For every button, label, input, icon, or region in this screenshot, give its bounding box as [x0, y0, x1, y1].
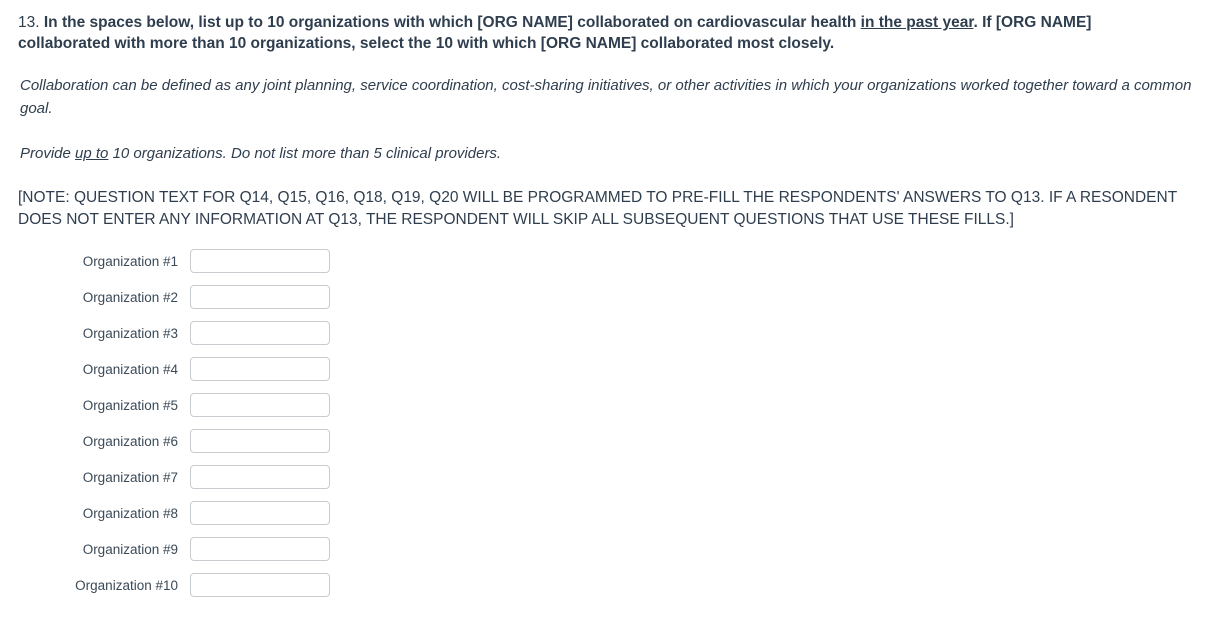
question-text-part-1: In the spaces below, list up to 10 organizations with which [ORG NAME] collaborated on cardiovascular health — [43, 14, 861, 31]
field-row — [50, 279, 1194, 315]
organization-5-input[interactable] — [190, 393, 330, 417]
organization-2-label: Organization #2 — [82, 289, 178, 305]
field-row — [50, 459, 1194, 495]
organization-6-input[interactable] — [190, 429, 330, 453]
organization-2-input[interactable] — [190, 285, 330, 309]
field-row — [50, 531, 1194, 567]
organization-3-label: Organization #3 — [82, 325, 178, 341]
field-row — [50, 387, 1194, 423]
organization-6-label: Organization #6 — [82, 433, 178, 449]
question-text-underlined: in the past year — [860, 14, 974, 31]
organization-5-label: Organization #5 — [82, 397, 178, 413]
organization-8-input[interactable] — [190, 501, 330, 525]
collaboration-definition: Collaboration can be defined as any joint planning, service coordination, cost-sharing initiatives, or other activities in which your organizations worked together toward a common goal. — [20, 77, 1192, 117]
organization-4-input[interactable] — [190, 357, 330, 381]
instruction-after: 10 organizations. Do not list more than 5 clinical providers. — [108, 145, 502, 162]
field-row — [50, 495, 1194, 531]
field-row — [50, 567, 1194, 603]
question-statement — [18, 12, 1143, 54]
organization-1-input[interactable] — [190, 249, 330, 273]
question-number: 13. — [18, 14, 40, 31]
organization-4-label: Organization #4 — [82, 361, 178, 377]
organization-fields — [50, 243, 1194, 603]
field-row — [50, 315, 1194, 351]
organization-10-label: Organization #10 — [75, 577, 178, 593]
organization-7-input[interactable] — [190, 465, 330, 489]
organization-1-label: Organization #1 — [82, 253, 178, 269]
instruction-before: Provide — [20, 145, 76, 162]
question-text-part-2: . If [ORG NAME] collaborated with more than 10 organizations, select the 10 with which [ORG NAME] collaborated most closely. — [18, 14, 1092, 52]
field-row — [50, 351, 1194, 387]
organization-9-label: Organization #9 — [82, 541, 178, 557]
instruction-underlined: up to — [75, 145, 109, 162]
organization-8-label: Organization #8 — [82, 505, 178, 521]
field-row — [50, 243, 1194, 279]
organization-7-label: Organization #7 — [82, 469, 178, 485]
organization-9-input[interactable] — [190, 537, 330, 561]
field-row — [50, 423, 1194, 459]
instruction-line — [20, 142, 1194, 165]
programmer-note: [NOTE: QUESTION TEXT FOR Q14, Q15, Q16, Q18, Q19, Q20 WILL BE PROGRAMMED TO PRE-FILL THE RESPONDENTS' ANSWERS TO Q13. IF A RESONDENT DOES NOT ENTER ANY INFORMATION AT Q13, THE RESPONDENT WILL SKIP ALL SUBSEQUENT QUESTIONS THAT USE THESE FILLS.] — [18, 189, 1177, 228]
organization-10-input[interactable] — [190, 573, 330, 597]
organization-3-input[interactable] — [190, 321, 330, 345]
